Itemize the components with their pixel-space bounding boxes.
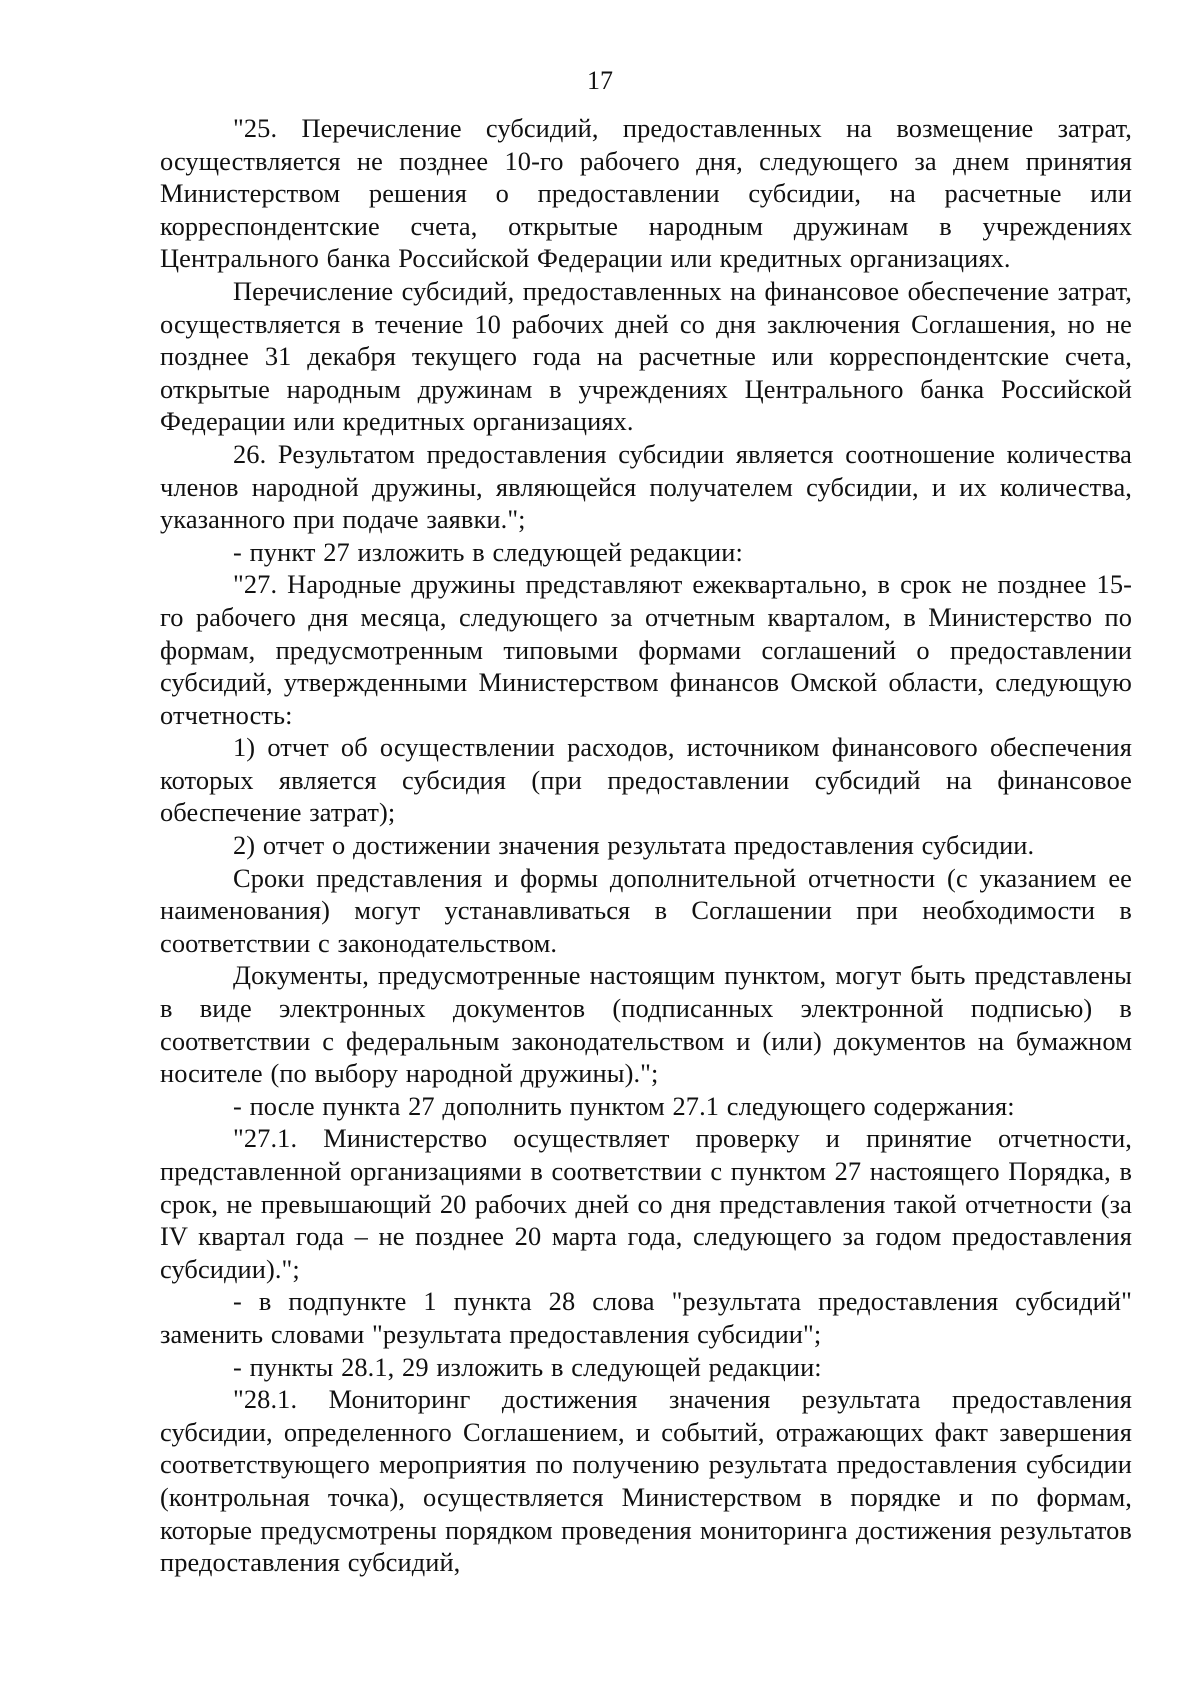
paragraph-25-financing: Перечисление субсидий, предоставленных на финансовое обеспечение затрат, осуществляется в течение 10 рабочих дней со дня заключения Соглашения, но не позднее 31 декабря текущего года на расчетные или корреспондентские счета, открытые народным дружинам в учреждениях Центрального банка Российской Федерации или кредитных организациях. [160,275,1132,437]
paragraph-27: "27. Народные дружины представляют ежеквартально, в срок не позднее 15-го рабочего дня месяца, следующего за отчетным кварталом, в Министерство по формам, предусмотренным типовыми формами соглашений о предоставлении субсидий, утвержденными Министерством финансов Омской области, следующую отчетность: [160,569,1132,730]
amendment-item-27: - пункт 27 изложить в следующей редакции: [233,536,743,567]
amendment-item-28: - в подпункте 1 пункта 28 слова "результата предоставления субсидий" заменить словами "результата предоставления субсидии"; [160,1286,1132,1349]
amendment-item-27-1: - после пункта 27 дополнить пунктом 27.1 следующего содержания: [233,1090,1015,1121]
amendment-item-28-1-29: - пункты 28.1, 29 изложить в следующей редакции: [233,1351,822,1382]
paragraph-27-subitem-2: 2) отчет о достижении значения результата предоставления субсидии. [233,830,1035,861]
paragraph-26: 26. Результатом предоставления субсидии является соотношение количества членов народной дружины, являющейся получателем субсидии, и их количества, указанного при подаче заявки."; [160,438,1132,535]
paragraph-27-1: "27.1. Министерство осуществляет проверку и принятие отчетности, представленной организациями в соответствии с пунктом 27 настоящего Порядка, в срок, не превышающий 20 рабочих дней со дня представления такой отчетности (за IV квартал года – не позднее 20 марта года, следующего за годом предоставления субсидии)."; [160,1123,1132,1284]
document-body [160,112,1132,1579]
paragraph-27-subitem-1: 1) отчет об осуществлении расходов, источником финансового обеспечения которых является субсидия (при предоставлении субсидий на финансовое обеспечение затрат); [160,732,1132,828]
paragraph-27-documents: Документы, предусмотренные настоящим пунктом, могут быть представлены в виде электронных документов (подписанных электронной подписью) в соответствии с федеральным законодательством и (или) документов на бумажном носителе (по выбору народной дружины)."; [160,960,1132,1089]
page-number: 17 [587,66,613,95]
paragraph-28-1: "28.1. Мониторинг достижения значения результата предоставления субсидии, определенного Соглашением, и событий, отражающих факт завершения соответствующего мероприятия по получению результата предоставления субсидии (контрольная точка), осуществляется Министерством в порядке и по формам, которые предусмотрены порядком проведения мониторинга достижения результатов предоставления субсидий, [160,1384,1132,1578]
paragraph-25: "25. Перечисление субсидий, предоставленных на возмещение затрат, осуществляется не позднее 10-го рабочего дня, следующего за днем принятия Министерством решения о предоставлении субсидии, на расчетные или корреспондентские счета, открытые народным дружинам в учреждениях Центрального банка Российской Федерации или кредитных организациях. [160,113,1132,274]
paragraph-27-additional-reporting: Сроки представления и формы дополнительной отчетности (с указанием ее наименования) могут устанавливаться в Соглашении при необходимости в соответствии с законодательством. [160,862,1132,958]
